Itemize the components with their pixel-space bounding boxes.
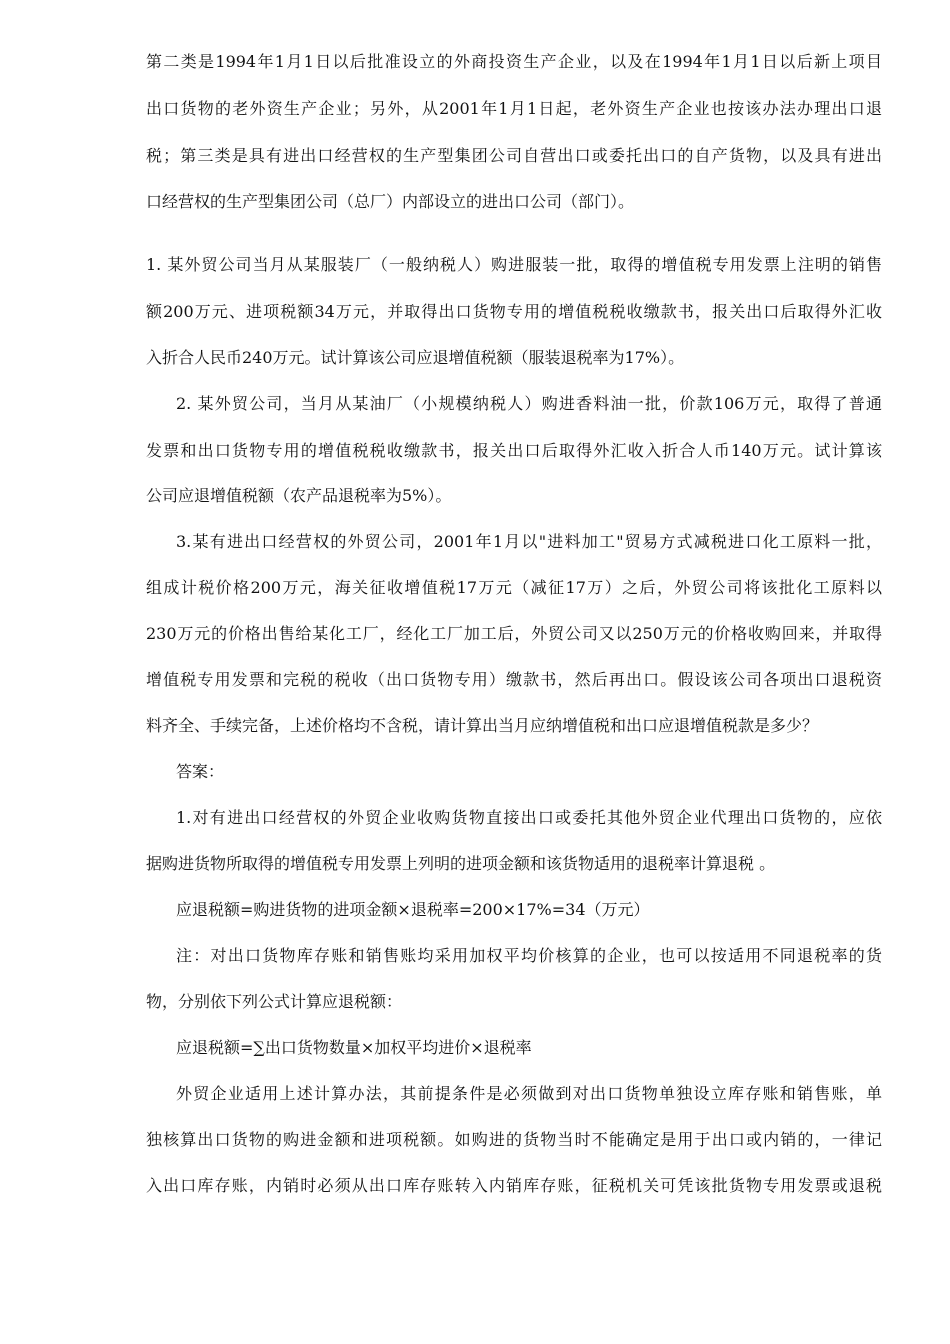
paragraph-line: 出口货物的老外资生产企业；另外，从2001年1月1日起，老外资生产企业也按该办法办理出口退 [146,99,882,118]
question-3-line: 3.某有进出口经营权的外贸公司，2001年1月以"进料加工"贸易方式减税进口化工原料一批， [176,532,882,551]
note-line: 物，分别依下列公式计算应退税额： [146,992,403,1011]
formula-line: 应退税额=∑出口货物数量×加权平均进价×退税率 [176,1038,532,1057]
question-1-line: 1. 某外贸公司当月从某服装厂（一般纳税人）购进服装一批，取得的增值税专用发票上注明的销售 [146,255,882,274]
question-1-line: 额200万元、进项税额34万元，并取得出口货物专用的增值税税收缴款书，报关出口后取得外汇收 [146,302,882,321]
note-line: 注：对出口货物库存账和销售账均采用加权平均价核算的企业，也可以按适用不同退税率的货 [176,946,882,965]
question-2-line: 2. 某外贸公司，当月从某油厂（小规模纳税人）购进香料油一批，价款106万元，取得了普通 [176,394,882,413]
paragraph-line: 第二类是1994年1月1日以后批准设立的外商投资生产企业，以及在1994年1月1日以后新上项目 [146,52,882,71]
question-3-line: 230万元的价格出售给某化工厂，经化工厂加工后，外贸公司又以250万元的价格收购回来，并取得 [146,624,882,643]
answer-heading: 答案： [176,762,225,781]
question-3-line: 料齐全、手续完备，上述价格均不含税，请计算出当月应纳增值税和出口应退增值税款是多少？ [146,716,819,735]
question-3-line: 增值税专用发票和完税的税收（出口货物专用）缴款书，然后再出口。假设该公司各项出口退税资 [146,670,882,689]
answer-1-line: 1.对有进出口经营权的外贸企业收购货物直接出口或委托其他外贸企业代理出口货物的，应依 [176,808,882,827]
paragraph-line: 口经营权的生产型集团公司（总厂）内部设立的进出口公司（部门）。 [146,192,635,211]
question-3-line: 组成计税价格200万元，海关征收增值税17万元（减征17万）之后，外贸公司将该批化工原料以 [146,578,882,597]
answer-1-line: 据购进货物所取得的增值税专用发票上列明的进项金额和该货物适用的退税率计算退税 。 [146,854,776,873]
question-2-line: 公司应退增值税额（农产品退税率为5%）。 [146,486,452,505]
question-2-line: 发票和出口货物专用的增值税税收缴款书，报关出口后取得外汇收入折合人币140万元。试计算该 [146,441,882,460]
paragraph-line: 入出口库存账，内销时必须从出口库存账转入内销库存账，征税机关可凭该批货物专用发票或退税 [146,1176,882,1195]
paragraph-line: 独核算出口货物的购进金额和进项税额。如购进的货物当时不能确定是用于出口或内销的，一律记 [146,1130,882,1149]
formula-line: 应退税额=购进货物的进项金额×退税率=200×17%=34（万元） [176,900,650,919]
question-1-line: 入折合人民币240万元。试计算该公司应退增值税额（服装退税率为17%）。 [146,348,685,367]
paragraph-line: 税；第三类是具有进出口经营权的生产型集团公司自营出口或委托出口的自产货物，以及具有进出 [146,146,882,165]
paragraph-line: 外贸企业适用上述计算办法，其前提条件是必须做到对出口货物单独设立库存账和销售账，单 [176,1084,882,1103]
